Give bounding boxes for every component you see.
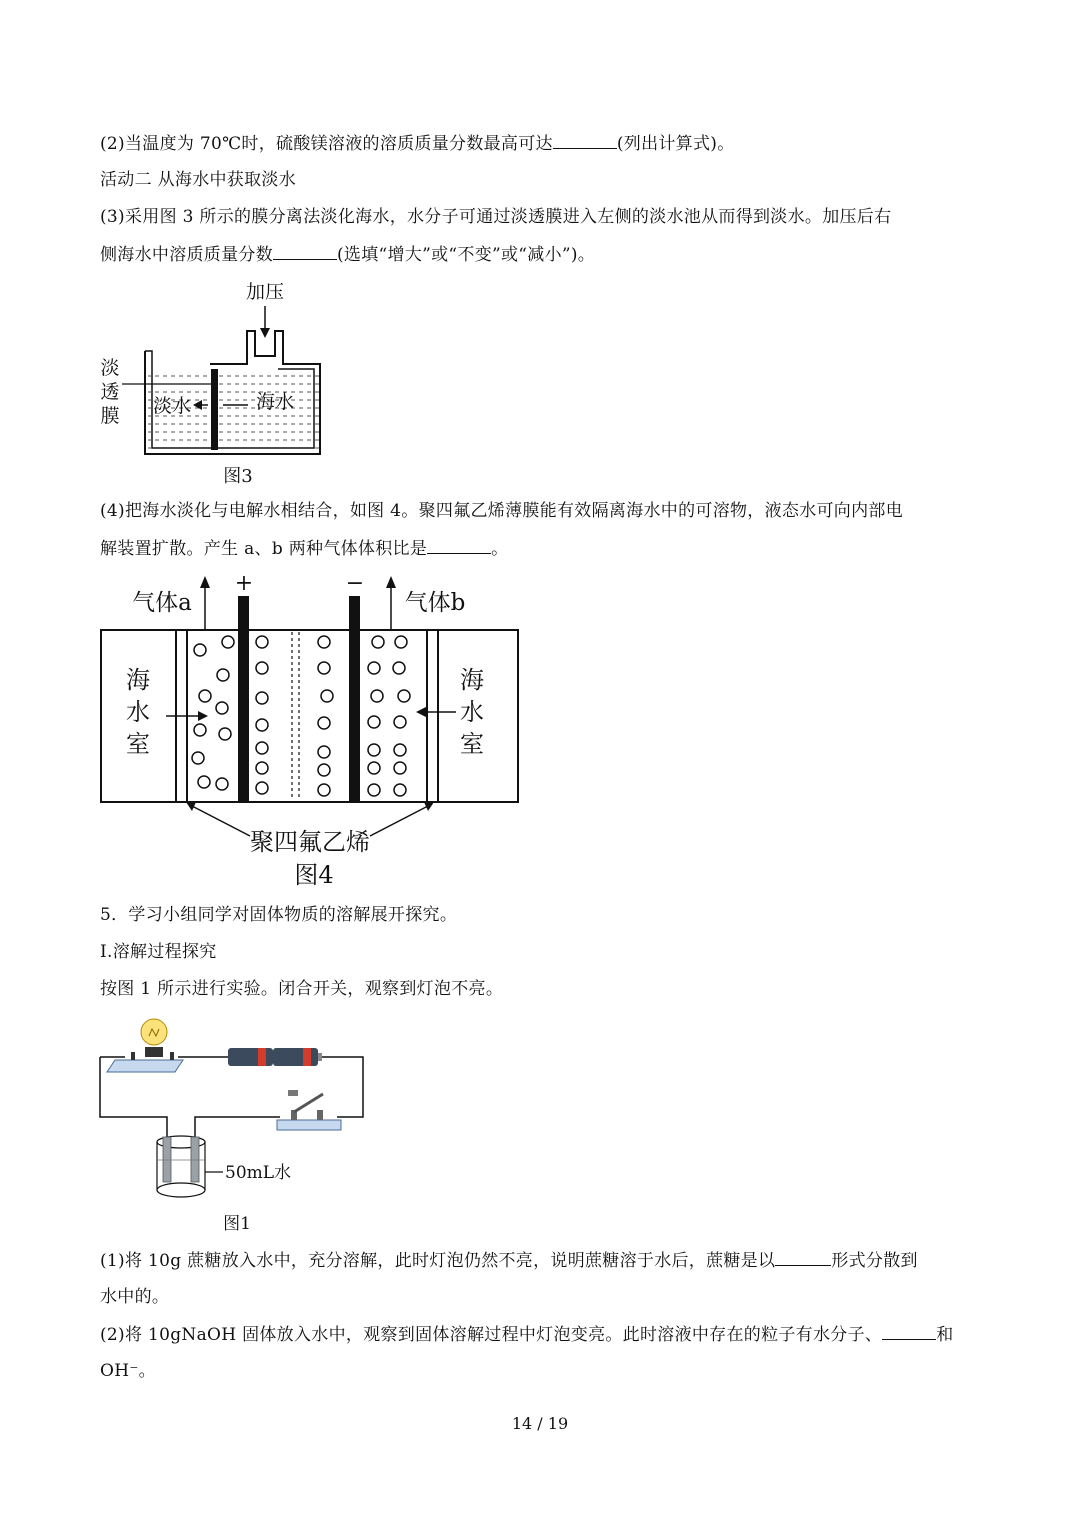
bubble <box>394 744 406 756</box>
question-4-3-line1: (3)采用图 3 所示的膜分离法淡化海水，水分子可通过淡透膜进入左侧的淡水池从而得到淡水。加压后右 <box>100 207 892 227</box>
answer-blank[interactable] <box>882 1323 936 1340</box>
question-text: 解装置扩散。产生 a、b 两种气体体积比是 <box>100 539 428 559</box>
bubble <box>368 784 380 796</box>
right-room-2: 水 <box>460 698 484 726</box>
question-5-2-line1 <box>100 1323 954 1346</box>
sea-water-label: 海水 <box>255 391 295 413</box>
water-label: 50mL水 <box>225 1163 292 1183</box>
bubble <box>318 662 330 674</box>
question-text: 。 <box>491 539 509 559</box>
bubble <box>395 636 407 648</box>
bubble <box>321 690 333 702</box>
figure-4 <box>100 570 520 890</box>
bubble <box>198 776 210 788</box>
question-text: (2)将 10gNaOH 固体放入水中，观察到固体溶解过程中灯泡变亮。此时溶液中存在的粒子有水分子、 <box>100 1325 883 1345</box>
bubble <box>256 742 268 754</box>
bubble <box>192 752 204 764</box>
question-5-1-line1 <box>100 1249 918 1272</box>
bubble <box>394 762 406 774</box>
battery-2 <box>273 1048 318 1066</box>
pressure-label: 加压 <box>245 281 285 303</box>
bulb-base <box>107 1060 183 1072</box>
bubble <box>318 784 330 796</box>
minus-sign: − <box>345 571 365 596</box>
question-text: (列出计算式)。 <box>616 134 735 154</box>
bubble <box>217 669 229 681</box>
figure-3-caption: 图3 <box>223 466 253 487</box>
cell-outline <box>101 630 518 802</box>
bubble <box>256 662 268 674</box>
question-text: (1)将 10g 蔗糖放入水中，充分溶解，此时灯泡仍然不亮，说明蔗糖溶于水后，蔗糖是以 <box>100 1251 776 1271</box>
bubble <box>368 762 380 774</box>
ptfe-label: 聚四氟乙烯 <box>250 828 370 856</box>
question-text: 形式分散到 <box>831 1251 918 1271</box>
pressure-arrowhead <box>260 328 270 338</box>
bubble <box>398 690 410 702</box>
bubble <box>216 778 228 790</box>
bubble <box>371 690 383 702</box>
beaker-bottom <box>157 1183 205 1197</box>
ptfe-pointer-right <box>370 806 428 836</box>
answer-blank[interactable] <box>273 243 337 260</box>
battery-1 <box>228 1048 273 1066</box>
membrane-label-3: 膜 <box>100 405 120 427</box>
left-room-2: 水 <box>126 698 150 726</box>
question-5-title: 5．学习小组同学对固体物质的溶解展开探究。 <box>100 905 458 925</box>
membrane-label-1: 淡 <box>100 357 120 379</box>
gas-bubbles <box>192 636 410 796</box>
bubble <box>256 762 268 774</box>
activity-2-heading: 活动二 从海水中获取淡水 <box>100 170 297 190</box>
membrane-label-2: 透 <box>100 381 120 403</box>
bubble <box>318 717 330 729</box>
bubble <box>318 764 330 776</box>
right-room-3: 室 <box>460 730 484 758</box>
question-5-2-line2: OH⁻。 <box>100 1361 156 1381</box>
ptfe-right <box>427 630 438 802</box>
bubble <box>394 784 406 796</box>
question-text: (选填“增大”或“不变”或“减小”)。 <box>337 245 596 265</box>
bubble <box>256 692 268 704</box>
right-room-1: 海 <box>460 666 484 694</box>
bubble <box>199 690 211 702</box>
switch-base <box>277 1120 341 1130</box>
question-4-2 <box>100 132 735 155</box>
question-text: 和 <box>936 1325 954 1345</box>
cathode <box>349 596 360 802</box>
bubble <box>216 702 228 714</box>
question-text: 侧海水中溶质质量分数 <box>100 245 273 265</box>
answer-blank[interactable] <box>553 132 617 149</box>
bubble <box>318 636 330 648</box>
electrode-right <box>191 1137 199 1182</box>
wire-right <box>322 1057 363 1117</box>
membrane-bar <box>211 369 218 450</box>
bubble <box>372 636 384 648</box>
question-4-3-line2 <box>100 243 595 266</box>
bubble <box>194 644 206 656</box>
anode <box>238 596 249 802</box>
left-room-1: 海 <box>126 666 150 694</box>
fresh-water-label: 淡水 <box>152 395 192 417</box>
page-number: 14 / 19 <box>511 1414 569 1433</box>
bubble <box>194 724 206 736</box>
figure-1 <box>95 1012 375 1242</box>
answer-blank[interactable] <box>427 537 491 554</box>
left-room-3: 室 <box>126 730 150 758</box>
ptfe-pointer-left <box>192 806 250 836</box>
bubble <box>394 716 406 728</box>
bubble <box>393 662 405 674</box>
figure-4-caption: 图4 <box>294 861 334 889</box>
bubble <box>368 716 380 728</box>
bubble <box>219 728 231 740</box>
gas-b-label: 气体b <box>404 590 466 616</box>
question-5-intro: 按图 1 所示进行实验。闭合开关，观察到灯泡不亮。 <box>100 979 504 999</box>
plus-sign: + <box>234 571 254 596</box>
question-4-4-line1: (4)把海水淡化与电解水相结合，如图 4。聚四氟乙烯薄膜能有效隔离海水中的可溶物，液态水可向内部电 <box>100 501 903 521</box>
bubble <box>368 744 380 756</box>
switch-lever <box>294 1094 323 1112</box>
bubble <box>256 719 268 731</box>
figure-1-caption: 图1 <box>223 1214 251 1234</box>
electrode-left <box>163 1137 171 1182</box>
bubble <box>222 636 234 648</box>
question-text: (2)当温度为 70℃时，硫酸镁溶液的溶质质量分数最高可达 <box>100 134 553 154</box>
section-1-heading: I.溶解过程探究 <box>100 942 217 962</box>
bubble <box>368 662 380 674</box>
bubble <box>256 636 268 648</box>
gas-a-label: 气体a <box>132 590 192 616</box>
bubble <box>256 782 268 794</box>
question-4-4-line2 <box>100 537 508 560</box>
question-5-1-line2: 水中的。 <box>100 1287 170 1307</box>
figure-3 <box>90 276 330 491</box>
bulb-socket <box>145 1047 163 1057</box>
answer-blank[interactable] <box>775 1249 831 1266</box>
bubble <box>318 746 330 758</box>
